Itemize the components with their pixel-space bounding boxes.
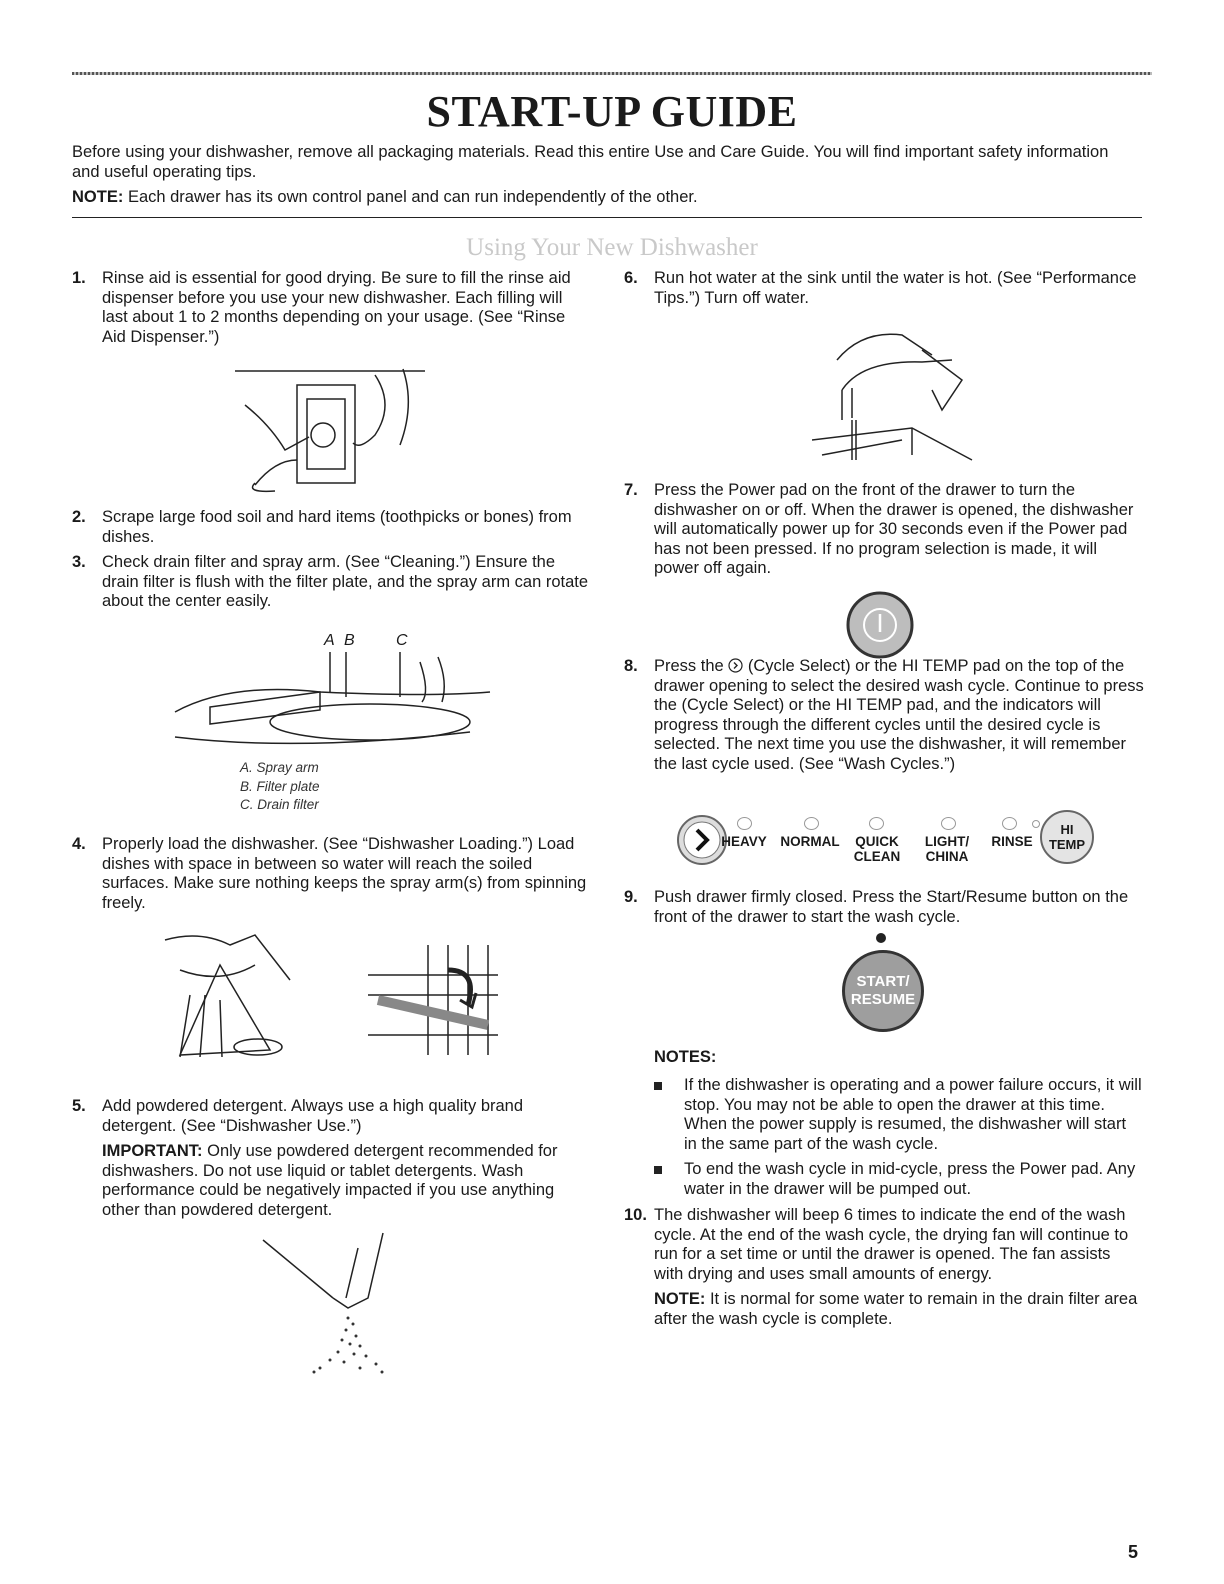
cycle-label: NORMAL <box>780 834 840 849</box>
step-4 <box>72 835 592 913</box>
status-light <box>876 933 886 943</box>
cycle-select-icon <box>728 658 743 673</box>
bullet-icon <box>654 1082 662 1090</box>
indicator-hi-temp <box>1032 820 1040 828</box>
start-resume-button[interactable] <box>842 950 924 1032</box>
step-text: Rinse aid is essential for good drying. Be sure to fill the rinse aid dispenser before you use your new dishwasher. Each filling will last about 1 to 2 months depending on your usage. (See “Rinse Aid Dispenser.”) <box>102 269 571 346</box>
faucet-illustration <box>812 320 974 465</box>
section-title: Using Your New Dishwasher <box>466 234 758 261</box>
step-important <box>102 1142 592 1220</box>
divider <box>72 217 1142 218</box>
resume-label: RESUME <box>850 991 916 1008</box>
step-7 <box>624 481 1144 579</box>
cycle-light-china[interactable] <box>916 834 978 864</box>
intro-note <box>72 187 1132 207</box>
cycle-label-2: CHINA <box>925 849 969 864</box>
hi-temp-label-1: HI <box>1060 822 1074 837</box>
hi-temp-button[interactable] <box>1040 810 1094 864</box>
loading-dishes-illustration <box>160 925 295 1060</box>
step-number: 2. <box>72 508 86 526</box>
step-text: Push drawer firmly closed. Press the Start/Resume button on the front of the drawer to start the wash cycle. <box>654 888 1129 926</box>
important-label: IMPORTANT: <box>102 1142 203 1161</box>
step-text-pre: Press the <box>654 657 724 675</box>
indicator-light-china <box>941 817 956 830</box>
bullet-icon <box>654 1166 662 1174</box>
step-number: 8. <box>624 657 638 675</box>
cycle-label: QUICK <box>855 834 899 849</box>
cycle-label-2: CLEAN <box>853 849 901 864</box>
step-text: Press the Power pad on the front of the drawer to turn the dishwasher on or off. When the drawer is opened, the dishwasher will automatically power up for 30 seconds even if the Power pad has not been pressed. If no program selection is made, it will power off again. <box>654 481 1134 578</box>
note-text: Each drawer has its own control panel and can run independently of the other. <box>127 188 698 206</box>
spray-arm-filter-illustration <box>170 652 495 752</box>
page-title: START-UP GUIDE <box>426 87 798 136</box>
cycle-heavy[interactable] <box>716 834 772 849</box>
cycle-label: LIGHT/ <box>924 834 970 849</box>
figure-label-c: C <box>396 632 408 649</box>
start-label: START/ <box>856 973 910 990</box>
power-button-icon <box>845 590 915 660</box>
step-10 <box>624 1206 1144 1330</box>
step-1 <box>72 269 592 347</box>
notes-heading: NOTES: <box>654 1048 717 1066</box>
note-bullet-2 <box>654 1160 1142 1199</box>
step-2 <box>72 508 592 547</box>
indicator-rinse <box>1002 817 1017 830</box>
powder-detergent-illustration <box>258 1228 398 1378</box>
caption-filter-plate: B. Filter plate <box>240 778 320 794</box>
step-note <box>654 1290 1144 1329</box>
page-number: 5 <box>1128 1542 1139 1562</box>
cycle-quick-clean[interactable] <box>846 834 908 864</box>
step-3 <box>72 553 592 612</box>
spray-arm-spinning-illustration <box>368 945 500 1055</box>
indicator-quick-clean <box>869 817 884 830</box>
step-text: Properly load the dishwasher. (See “Dishwasher Loading.”) Load dishes with space in between so water will reach the soiled surfaces. Make sure nothing keeps the spray arm(s) from spinning freely. <box>102 835 587 912</box>
intro-paragraph: Before using your dishwasher, remove all packaging materials. Read this entire Use and Care Guide. You will find important safety information and useful operating tips. <box>72 143 1109 181</box>
note-text: To end the wash cycle in mid-cycle, press the Power pad. Any water in the drawer will be pumped out. <box>684 1160 1136 1198</box>
step-5 <box>72 1097 592 1221</box>
figure-captions <box>240 759 320 815</box>
step-9 <box>624 888 1144 927</box>
step-text-post: (Cycle Select) or the HI TEMP pad on the top of the drawer opening to select the desired wash cycle. Continue to press the (Cycle Select) or the HI TEMP pad, and the indicators will progress through the different cycles until the desired cycle is selected. The next time you use the dishwasher, it will remember the last cycle used. (See “Wash Cycles.”) <box>654 657 1144 773</box>
note-bullet-1 <box>654 1076 1142 1154</box>
step-number: 4. <box>72 835 86 853</box>
step-text: Scrape large food soil and hard items (toothpicks or bones) from dishes. <box>102 508 572 546</box>
step-number: 1. <box>72 269 86 287</box>
step-8 <box>624 657 1144 775</box>
figure-label-a: A <box>324 632 335 649</box>
step-number: 10. <box>624 1206 647 1224</box>
hi-temp-label-2: TEMP <box>1048 837 1086 852</box>
step-text: Run hot water at the sink until the water is hot. (See “Performance Tips.”) Turn off water. <box>654 269 1137 307</box>
note-text: It is normal for some water to remain in the drain filter area after the wash cycle is complete. <box>654 1290 1138 1328</box>
step-6 <box>624 269 1144 308</box>
caption-drain-filter: C. Drain filter <box>240 797 319 812</box>
step-text <box>654 657 1144 775</box>
cycle-label: RINSE <box>991 834 1033 849</box>
figure-label-b: B <box>344 632 355 649</box>
step-number: 3. <box>72 553 86 571</box>
note-label: NOTE: <box>654 1290 706 1309</box>
note-label: NOTE: <box>72 188 124 206</box>
step-text: Check drain filter and spray arm. (See “Cleaning.”) Ensure the drain filter is flush with the filter plate, and the spray arm can rotate about the center easily. <box>102 553 589 611</box>
cycle-normal[interactable] <box>776 834 844 849</box>
note-text: If the dishwasher is operating and a power failure occurs, it will stop. You may not be able to open the drawer at this time. When the power supply is resumed, the dishwasher will start in the same part of the wash cycle. <box>684 1076 1142 1153</box>
step-text: Add powdered detergent. Always use a high quality brand detergent. (See “Dishwasher Use.”) <box>102 1097 524 1135</box>
step-number: 7. <box>624 481 638 499</box>
step-text: The dishwasher will beep 6 times to indicate the end of the wash cycle. At the end of the wash cycle, the drying fan will continue to run for a set time or until the drawer is opened. The fan assists with drying and uses small amounts of energy. <box>654 1206 1129 1283</box>
top-border <box>72 72 1152 75</box>
cycle-label: HEAVY <box>721 834 767 849</box>
step-number: 6. <box>624 269 638 287</box>
important-text: Only use powdered detergent recommended for dishwashers. Do not use liquid or tablet detergents. Wash performance could be negatively impacted if you use anything other than powdered detergent. <box>102 1142 558 1219</box>
rinse-aid-illustration <box>225 365 440 495</box>
cycle-rinse[interactable] <box>984 834 1040 849</box>
indicator-heavy <box>737 817 752 830</box>
caption-spray-arm: A. Spray arm <box>240 760 319 775</box>
step-number: 5. <box>72 1097 86 1115</box>
indicator-normal <box>804 817 819 830</box>
step-number: 9. <box>624 888 638 906</box>
